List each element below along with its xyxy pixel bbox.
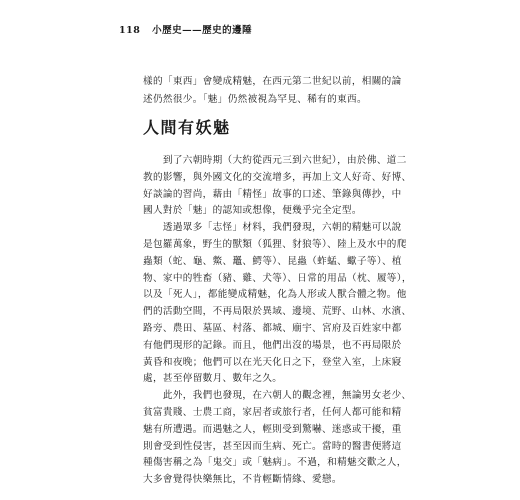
text-line: 教的影響，與外國文化的交流增多，再加上文人好奇、好博、 bbox=[143, 171, 412, 183]
running-header bbox=[119, 22, 252, 36]
text-line: 樣的「東西」會變成精魅，在西元第二世紀以前，相關的論 bbox=[143, 76, 402, 87]
text-line: 們的活動空間，不再局限於異域、邊境、荒野、山林、水濱、 bbox=[143, 306, 412, 318]
text-line: 此外，我們也發現，在六朝人的觀念裡，無論男女老少、 bbox=[143, 390, 412, 402]
text-line: 國人對於「魅」的認知或想像，便幾乎完全定型。 bbox=[143, 205, 362, 217]
text-line: 蟲類（蛇、龜、鱉、鼉、鰐等）、昆蟲（蚱蜢、蠍子等）、植 bbox=[143, 255, 402, 267]
text-line: 大多會覺得快樂無比，不肯輕斷情緣、愛戀。 bbox=[143, 474, 342, 486]
text-line: 物、家中的牲畜（豬、雞、犬等）、日常的用品（枕、履等）， bbox=[143, 272, 412, 284]
text-line: 魅有所遭遇。而遇魅之人，輕則受到驚嚇、迷惑或干擾，重 bbox=[143, 423, 402, 435]
text-line: 好談論的習尚，藉由「精怪」故事的口述、筆錄與傳抄，中 bbox=[143, 188, 402, 200]
text-line: 路旁、農田、墓區、村落、都城、廟宇、宮府及百姓家中都 bbox=[143, 323, 402, 334]
text-line: 黃昏和夜晚；他們可以在光天化日之下，登堂入室，上床寢 bbox=[143, 356, 402, 368]
text-line: 是包羅萬象，野生的獸類（狐狸、豺狼等）、陸上及水中的爬 bbox=[143, 239, 407, 250]
text-line: 處，甚至停留數月、數年之久。 bbox=[143, 373, 283, 385]
text-line: 到了六朝時期（大約從西元三到六世紀），由於佛、道二 bbox=[143, 155, 407, 166]
text-line: 有他們現形的記錄。而且，他們出沒的場景，也不再局限於 bbox=[143, 339, 402, 351]
text-line: 貧富貴賤、士農工商，家居者或旅行者，任何人都可能和精 bbox=[143, 407, 402, 418]
page-number: 118 bbox=[119, 25, 141, 36]
text-line: 以及「死人」，都能變成精魅，化為人形或人獸合體之物。他 bbox=[143, 289, 407, 301]
text-line: 述仍然很少。「魅」仍然被視為罕見、稀有的東西。 bbox=[143, 93, 367, 105]
text-line: 透過眾多「志怪」材料，我們發現，六朝的精魅可以說 bbox=[143, 222, 402, 234]
text-line: 種傷害稱之為「鬼交」或「魅病」。不過，和精魅交歡之人， bbox=[143, 457, 407, 469]
running-title: 小歷史——歷史的邊陲 bbox=[152, 25, 253, 36]
section-heading: 人間有妖魅 bbox=[143, 118, 231, 137]
text-line: 則會受到性侵害，甚至因而生病、死亡。當時的醫書便將這 bbox=[143, 440, 402, 452]
